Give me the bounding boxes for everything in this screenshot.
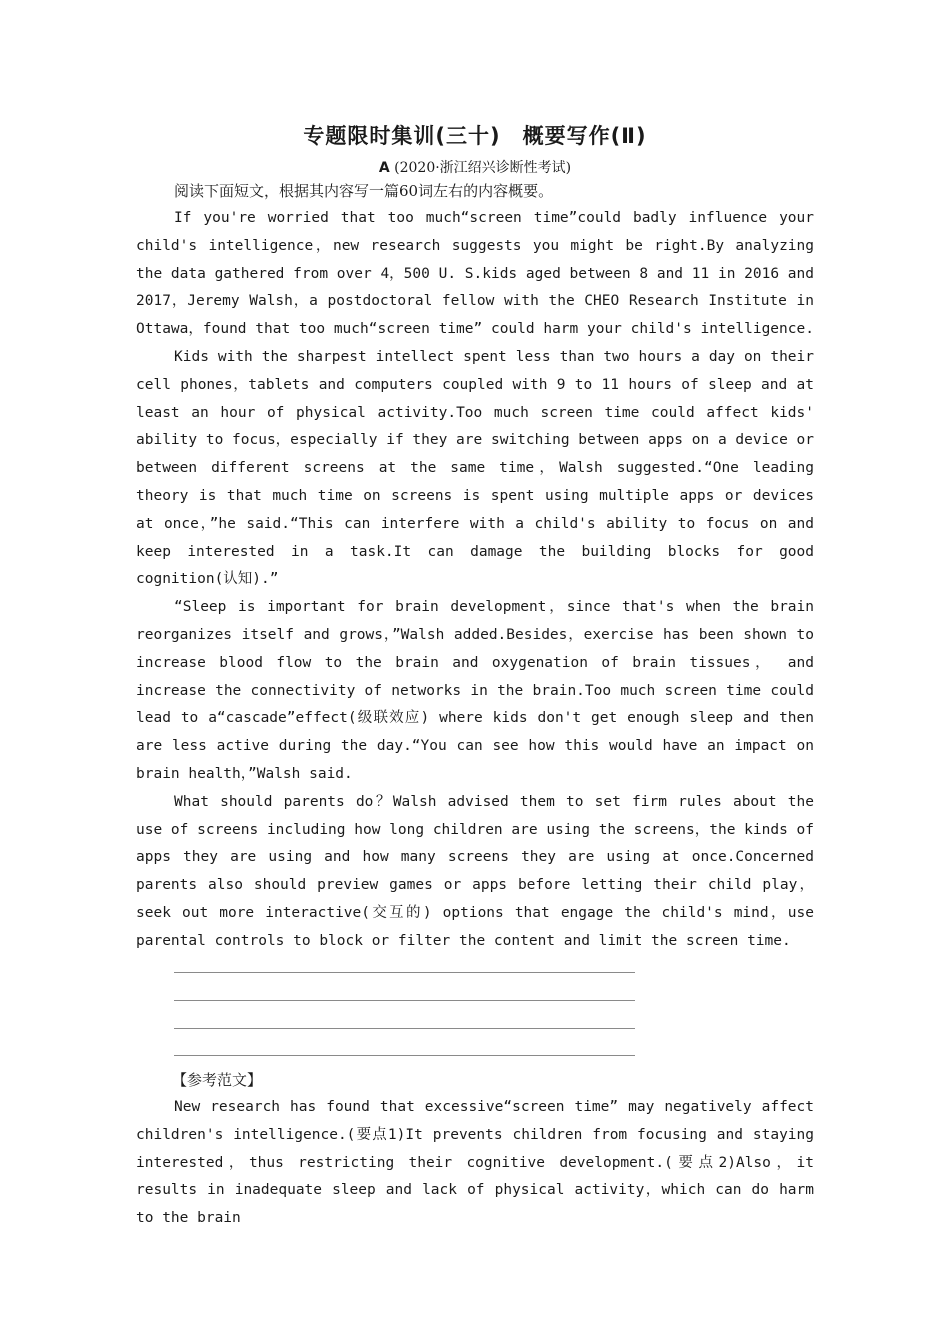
passage-source (0, 157, 950, 177)
reference-sample (136, 1094, 814, 1233)
passage-label: A (378, 160, 390, 176)
passage-paragraph-3: “Sleep is important for brain development，since that's when the brain reorganizes itself and grows，”Walsh added.Besides，exercise has been shown to increase blood flow to the brain and oxygenation of brain tissues， and increase the connectivity of networks in the brain.Too much screen time could lead to a“cascade”effect(级联效应) where kids don't get enough sleep and then are less active during the day.“You can see how this would have an impact on brain health，”Walsh said. (136, 599, 814, 782)
answer-line[interactable] (174, 1000, 635, 1001)
reference-heading: 【参考范文】 (172, 1071, 263, 1089)
reference-paragraph: New research has found that excessive“screen time” may negatively affect children's intelligence.(要点1)It prevents children from focusing and staying interested，thus restricting their cognitive development.(要点2)Also，it results in inadequate sleep and lack of physical activity，which can do harm to the brain (136, 1099, 814, 1227)
answer-line[interactable] (174, 1028, 635, 1029)
passage-body (136, 205, 814, 956)
passage-paragraph-2: Kids with the sharpest intellect spent less than two hours a day on their cell phones，tablets and computers coupled with 9 to 11 hours of sleep and at least an hour of physical activity.Too much screen time could affect kids' ability to focus，especially if they are switching between apps on a device or between different screens at the same time，Walsh suggested.“One leading theory is that much time on screens is spent using multiple apps or devices at once，”he said.“This can interfere with a child's ability to focus on and keep interested in a task.It can damage the building blocks for good cognition(认知).” (136, 348, 814, 588)
answer-line[interactable] (174, 972, 635, 973)
exam-source: (2020·浙江绍兴诊断性考试) (394, 160, 572, 176)
passage-paragraph-4: What should parents do？Walsh advised them to set firm rules about the use of screens including how long children are using the screens，the kinds of apps they are using and how many screens they are using at once.Concerned parents also should preview games or apps before letting their child play，seek out more interactive(交互的) options that engage the child's mind，use parental controls to block or filter the content and limit the screen time. (136, 793, 814, 949)
page-title: 专题限时集训(三十) 概要写作(Ⅱ) (303, 124, 647, 148)
task-instruction: 阅读下面短文，根据其内容写一篇60词左右的内容概要。 (174, 182, 554, 200)
answer-lines (174, 972, 635, 1083)
answer-line[interactable] (174, 1055, 635, 1056)
passage-paragraph-1: If you're worried that too much“screen time”could badly influence your child's intelligence，new research suggests you might be right.By analyzing the data gathered from over 4，500 U. S.kids aged between 8 and 11 in 2016 and 2017，Jeremy Walsh，a postdoctoral fellow with the CHEO Research Institute in Ottawa，found that too much“screen time” could harm your child's intelligence. (136, 210, 814, 338)
